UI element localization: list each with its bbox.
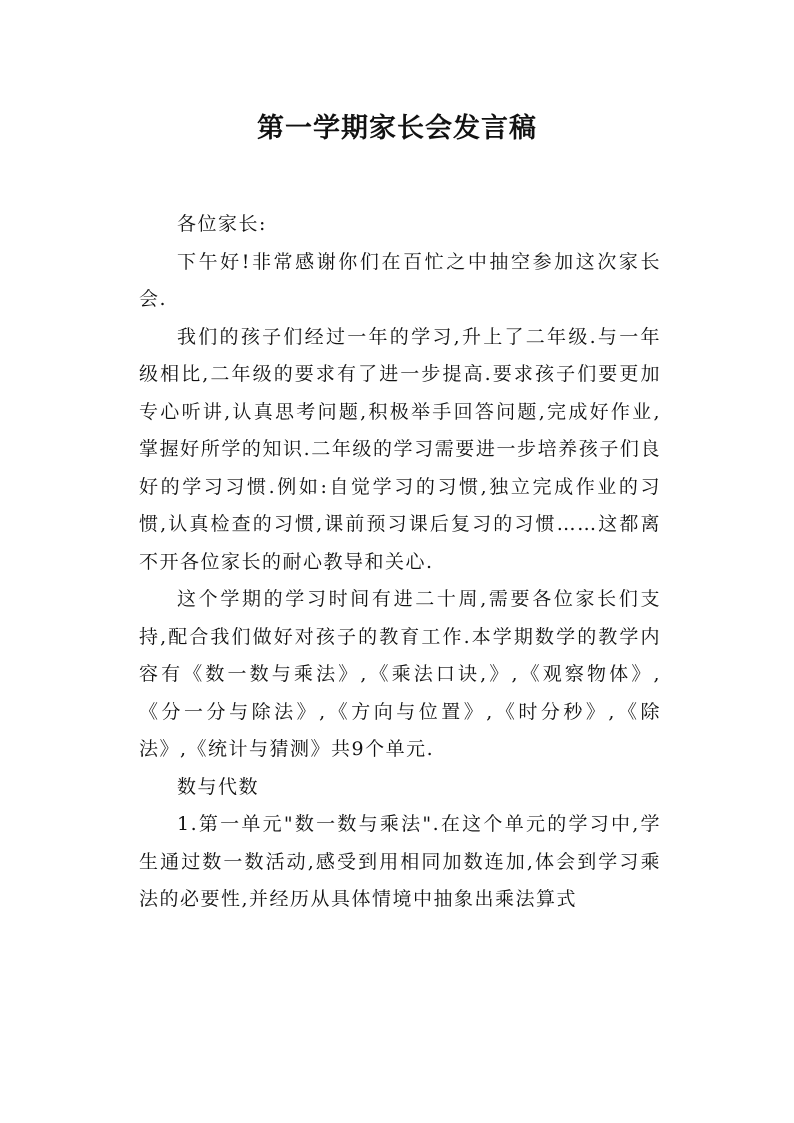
body-paragraph: 这个学期的学习时间有进二十周,需要各位家长们支持,配合我们做好对孩子的教育工作.本学期数学的教学内容有《数一数与乘法》,《乘法口诀,》,《观察物体》,《分一分与除法》,《方向与位置》,《时分秒》,《除法》,《统计与猜测》共9个单元.	[139, 588, 661, 760]
document-body	[139, 206, 661, 919]
body-paragraph: 我们的孩子们经过一年的学习,升上了二年级.与一年级相比,二年级的要求有了进一步提高.要求孩子们要更加专心听讲,认真思考问题,积极举手回答问题,完成好作业,掌握好所学的知识.二年级的学习需要进一步培养孩子们良好的学习习惯.例如:自觉学习的习惯,独立完成作业的习惯,认真检查的习惯,课前预习课后复习的习惯……这都离不开各位家长的耐心教导和关心.	[139, 325, 661, 573]
salutation-paragraph: 各位家长:	[177, 213, 267, 235]
section-heading: 数与代数	[177, 775, 260, 798]
document-title: 第一学期家长会发言稿	[257, 113, 537, 144]
body-paragraph: 1.第一单元"数一数与乘法".在这个单元的学习中,学生通过数一数活动,感受到用相同加数连加,体会到学习乘法的必要性,并经历从具体情境中抽象出乘法算式	[139, 813, 661, 910]
greeting-paragraph: 下午好!非常感谢你们在百忙之中抽空参加这次家长会.	[139, 250, 661, 310]
